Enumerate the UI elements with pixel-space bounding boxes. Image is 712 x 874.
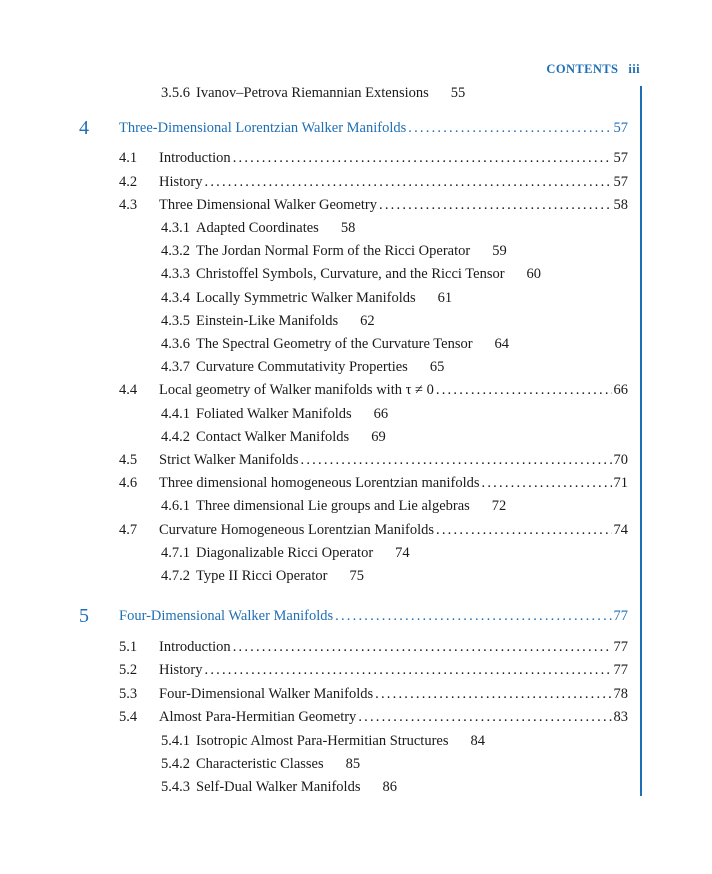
toc-subsection[interactable] xyxy=(161,566,364,586)
toc-page: 61 xyxy=(437,290,453,306)
toc-subsection[interactable] xyxy=(161,543,410,563)
toc-number: 4.6 xyxy=(119,475,138,491)
toc-subsection[interactable] xyxy=(161,404,388,424)
toc-page: 71 xyxy=(613,475,628,491)
toc-page: 65 xyxy=(429,359,445,375)
toc-subsection[interactable] xyxy=(161,264,541,284)
toc-section[interactable] xyxy=(159,684,628,704)
leader-dots xyxy=(436,380,612,400)
toc-page: 75 xyxy=(349,568,364,584)
toc-page: 57 xyxy=(613,150,628,166)
toc-title: Einstein-Like Manifolds xyxy=(196,313,339,329)
toc-title: Contact Walker Manifolds xyxy=(196,429,350,445)
toc-number: 4.2 xyxy=(119,174,138,190)
toc-number: 4.3.3 xyxy=(161,266,190,282)
toc-title: Type II Ricci Operator xyxy=(196,568,328,584)
toc-title: Four-Dimensional Walker Manifolds xyxy=(159,686,374,702)
toc-title: The Spectral Geometry of the Curvature Tensor xyxy=(196,336,473,352)
toc-title: Curvature Commutativity Properties xyxy=(196,359,408,375)
leader-dots xyxy=(358,707,611,727)
toc-number: 4.4.2 xyxy=(161,429,190,445)
toc-number: 4.4 xyxy=(119,382,138,398)
leader-dots xyxy=(301,450,612,470)
toc-section[interactable] xyxy=(159,380,628,400)
toc-subsection[interactable] xyxy=(161,357,444,377)
toc-title: The Jordan Normal Form of the Ricci Operator xyxy=(196,243,471,259)
toc-page: 58 xyxy=(340,220,356,236)
toc-number: 3.5.6 xyxy=(161,85,190,101)
toc-number: 4.7.1 xyxy=(161,545,190,561)
toc-number: 4.5 xyxy=(119,452,138,468)
toc-title: Self-Dual Walker Manifolds xyxy=(196,779,361,795)
toc-title: Ivanov–Petrova Riemannian Extensions xyxy=(196,85,429,101)
toc-section[interactable] xyxy=(159,450,628,470)
toc-page: 70 xyxy=(613,452,628,468)
margin-rule xyxy=(640,86,642,796)
toc-number: 5.1 xyxy=(119,639,138,655)
toc-subsection[interactable] xyxy=(161,311,375,331)
toc-title: Three Dimensional Walker Geometry xyxy=(159,197,378,213)
running-header xyxy=(546,62,640,77)
toc-page: 59 xyxy=(492,243,507,259)
toc-title: History xyxy=(159,174,203,190)
leader-dots xyxy=(233,148,612,168)
toc-page: 85 xyxy=(345,756,361,772)
toc-number: 5.3 xyxy=(119,686,138,702)
leader-dots xyxy=(205,660,612,680)
toc-number: 4.3.1 xyxy=(161,220,190,236)
toc-section[interactable] xyxy=(159,172,628,192)
toc-page: 78 xyxy=(613,686,628,702)
toc-number: 5.4.3 xyxy=(161,779,190,795)
leader-dots xyxy=(375,684,611,704)
toc-page: 74 xyxy=(613,522,628,538)
toc-number: 5.4.2 xyxy=(161,756,190,772)
toc-section[interactable] xyxy=(159,660,628,680)
toc-page: 72 xyxy=(491,498,507,514)
toc-title: History xyxy=(159,662,203,678)
toc-title: Christoffel Symbols, Curvature, and the Ricci Tensor xyxy=(196,266,505,282)
toc-section[interactable] xyxy=(159,473,628,493)
leader-dots xyxy=(233,637,612,657)
toc-page: 77 xyxy=(613,608,628,624)
leader-dots xyxy=(335,606,611,626)
toc-subsection[interactable] xyxy=(161,334,509,354)
toc-page: 77 xyxy=(613,639,628,655)
toc-number: 4.7.2 xyxy=(161,568,190,584)
toc-page: 55 xyxy=(450,85,466,101)
toc-title: Strict Walker Manifolds xyxy=(159,452,299,468)
toc-number: 4.3 xyxy=(119,197,138,213)
toc-page: 57 xyxy=(613,174,628,190)
toc-subsection[interactable] xyxy=(161,218,355,238)
toc-title: Isotropic Almost Para-Hermitian Structures xyxy=(196,733,449,749)
toc-page: 58 xyxy=(613,197,628,213)
toc-title: Locally Symmetric Walker Manifolds xyxy=(196,290,416,306)
toc-title: Introduction xyxy=(159,150,231,166)
toc-title: Diagonalizable Ricci Operator xyxy=(196,545,374,561)
toc-number: 4.3.2 xyxy=(161,243,190,259)
toc-section[interactable] xyxy=(159,637,628,657)
toc-title: Foliated Walker Manifolds xyxy=(196,406,352,422)
toc-number: 4.3.7 xyxy=(161,359,190,375)
toc-subsection[interactable] xyxy=(161,288,452,308)
toc-number: 4.4.1 xyxy=(161,406,190,422)
toc-number: 5.4 xyxy=(119,709,138,725)
toc-number: 4.6.1 xyxy=(161,498,190,514)
toc-section[interactable] xyxy=(159,195,628,215)
toc-title: Introduction xyxy=(159,639,231,655)
leader-dots xyxy=(408,118,611,138)
toc-chapter[interactable] xyxy=(119,606,628,626)
chapter-number: 4 xyxy=(79,117,89,139)
toc-title: Characteristic Classes xyxy=(196,756,324,772)
toc-section[interactable] xyxy=(159,520,628,540)
toc-title: Three-Dimensional Lorentzian Walker Manifolds xyxy=(119,120,407,136)
toc-title: Four-Dimensional Walker Manifolds xyxy=(119,608,334,624)
toc-page: 86 xyxy=(382,779,397,795)
toc-page: 69 xyxy=(371,429,386,445)
toc-number: 4.3.6 xyxy=(161,336,190,352)
toc-page: 83 xyxy=(613,709,628,725)
toc-title: Local geometry of Walker manifolds with τ ≠ 0 xyxy=(159,382,434,398)
leader-dots xyxy=(482,473,612,493)
toc-subsection[interactable] xyxy=(161,754,360,774)
toc-number: 4.3.5 xyxy=(161,313,190,329)
leader-dots xyxy=(379,195,611,215)
toc-page: 66 xyxy=(373,406,389,422)
toc-title: Almost Para-Hermitian Geometry xyxy=(159,709,357,725)
toc-subsection[interactable] xyxy=(161,496,506,516)
toc-number: 4.1 xyxy=(119,150,138,166)
toc-page: 74 xyxy=(395,545,410,561)
toc-number: 5.2 xyxy=(119,662,138,678)
toc-chapter[interactable] xyxy=(119,118,628,138)
toc-title: Three dimensional Lie groups and Lie algebras xyxy=(196,498,470,514)
leader-dots xyxy=(436,520,611,540)
toc-title: Three dimensional homogeneous Lorentzian manifolds xyxy=(159,475,480,491)
toc-page: 57 xyxy=(613,120,628,136)
toc-number: 4.7 xyxy=(119,522,138,538)
toc-subsection[interactable] xyxy=(161,83,465,103)
leader-dots xyxy=(205,172,612,192)
toc-number: 4.3.4 xyxy=(161,290,190,306)
toc-page: 60 xyxy=(526,266,542,282)
toc-subsection[interactable] xyxy=(161,731,485,751)
chapter-number: 5 xyxy=(79,605,89,627)
toc-title: Curvature Homogeneous Lorentzian Manifolds xyxy=(159,522,435,538)
toc-page: 66 xyxy=(613,382,628,398)
toc-page: 64 xyxy=(494,336,510,352)
toc-subsection[interactable] xyxy=(161,427,386,447)
toc-number: 5.4.1 xyxy=(161,733,190,749)
toc-title: Adapted Coordinates xyxy=(196,220,319,236)
header-page-number: iii xyxy=(628,62,640,76)
toc-subsection[interactable] xyxy=(161,777,397,797)
toc-section[interactable] xyxy=(159,148,628,168)
toc-section[interactable] xyxy=(159,707,628,727)
toc-page: 84 xyxy=(470,733,485,749)
header-title: CONTENTS xyxy=(546,62,619,76)
toc-page: 77 xyxy=(613,662,628,678)
toc-page: 62 xyxy=(360,313,375,329)
toc-subsection[interactable] xyxy=(161,241,507,261)
